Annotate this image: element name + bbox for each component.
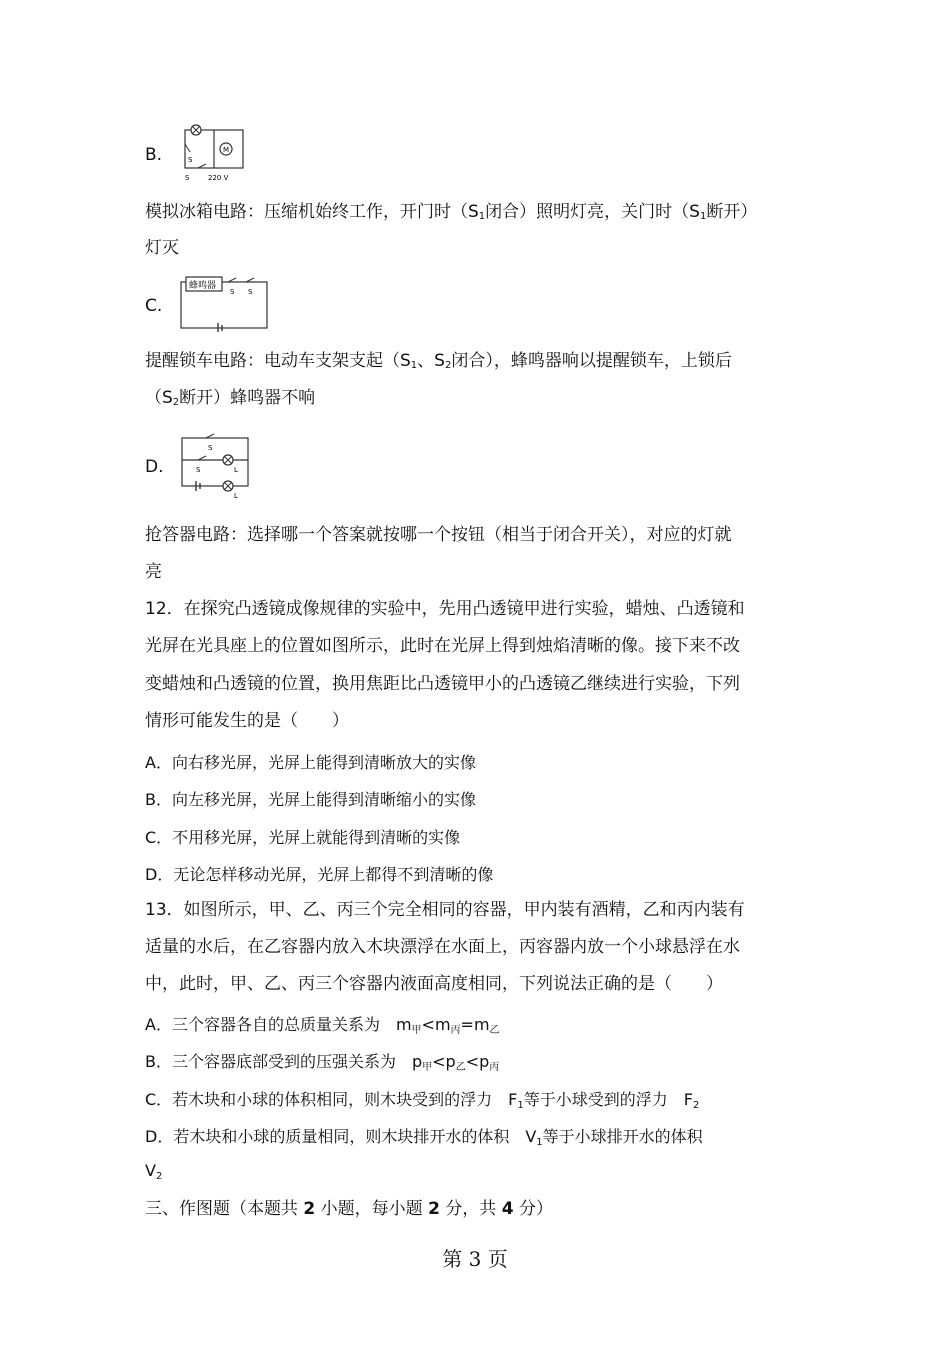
q13-line3: 中，此时，甲、乙、丙三个容器内液面高度相同，下列说法正确的是（ ） — [145, 974, 723, 994]
q12-line1: 12．在探究凸透镜成像规律的实验中，先用凸透镜甲进行实验，蜡烛、凸透镜和 — [145, 599, 745, 619]
q12-option-a: A．向右移光屏，光屏上能得到清晰放大的实像 — [145, 753, 476, 772]
section-3-heading: 三、作图题（本题共 2 小题，每小题 2 分，共 4 分） — [145, 1199, 553, 1219]
option-b-desc-line2: 灯灭 — [145, 238, 179, 258]
q12-option-d: D．无论怎样移动光屏，光屏上都得不到清晰的像 — [145, 865, 494, 884]
q12-option-b: B．向左移光屏，光屏上能得到清晰缩小的实像 — [145, 790, 476, 809]
q12-line2: 光屏在光具座上的位置如图所示，此时在光屏上得到烛焰清晰的像。接下来不改 — [145, 636, 740, 656]
svg-text:220 V: 220 V — [208, 174, 229, 182]
option-b-label: B. — [145, 145, 163, 165]
svg-text:S: S — [188, 156, 193, 164]
svg-text:S: S — [196, 466, 201, 474]
lock-reminder-circuit-diagram — [178, 276, 272, 332]
q12-line4: 情形可能发生的是（ ） — [145, 711, 349, 731]
svg-text:S: S — [208, 444, 213, 452]
svg-text:L: L — [234, 492, 238, 500]
svg-text:M: M — [223, 146, 230, 154]
svg-text:蜂鸣器: 蜂鸣器 — [189, 281, 217, 291]
option-b-desc-line1: 模拟冰箱电路：压缩机始终工作，开门时（S1闭合）照明灯亮，关门时（S1断开） — [145, 202, 758, 222]
option-c-desc-line1: 提醒锁车电路：电动车支架支起（S1、S2闭合），蜂鸣器响以提醒锁车，上锁后 — [145, 351, 732, 371]
quiz-buzzer-circuit-diagram — [178, 432, 252, 502]
page-number: 第 3 页 — [442, 1247, 508, 1271]
option-d-label: D. — [145, 457, 164, 477]
q13-option-c: C．若木块和小球的体积相同，则木块受到的浮力 $F_1$等于小球受到的浮力 $F_2$ — [145, 1090, 700, 1111]
svg-text:L: L — [234, 466, 238, 474]
q13-option-b: B．三个容器底部受到的压强关系为 $p_甲<p_乙<p_丙$ — [145, 1052, 500, 1073]
svg-text:S: S — [185, 174, 190, 182]
option-d-desc-line2: 亮 — [145, 562, 162, 582]
q13-option-d-line2: $V_2$ — [145, 1161, 163, 1182]
q13-option-a: A．三个容器各自的总质量关系为 $m_甲<m_丙=m_乙$ — [145, 1015, 500, 1036]
q13-option-d: D．若木块和小球的质量相同，则木块排开水的体积 $V_1$等于小球排开水的体积 — [145, 1127, 703, 1148]
svg-text:S: S — [248, 288, 253, 296]
option-d-desc-line1: 抢答器电路：选择哪一个答案就按哪一个按钮（相当于闭合开关），对应的灯就 — [145, 525, 732, 545]
fridge-circuit-diagram — [178, 122, 248, 186]
svg-text:S: S — [230, 288, 235, 296]
option-c-desc-line2: （S2断开）蜂鸣器不响 — [145, 388, 316, 408]
option-c-label: C. — [145, 296, 163, 316]
q13-line1: 13．如图所示，甲、乙、丙三个完全相同的容器，甲内装有酒精，乙和丙内装有 — [145, 900, 745, 920]
q13-line2: 适量的水后，在乙容器内放入木块漂浮在水面上，丙容器内放一个小球悬浮在水 — [145, 937, 740, 957]
q12-line3: 变蜡烛和凸透镜的位置，换用焦距比凸透镜甲小的凸透镜乙继续进行实验，下列 — [145, 674, 740, 694]
q12-option-c: C．不用移光屏，光屏上就能得到清晰的实像 — [145, 828, 461, 847]
